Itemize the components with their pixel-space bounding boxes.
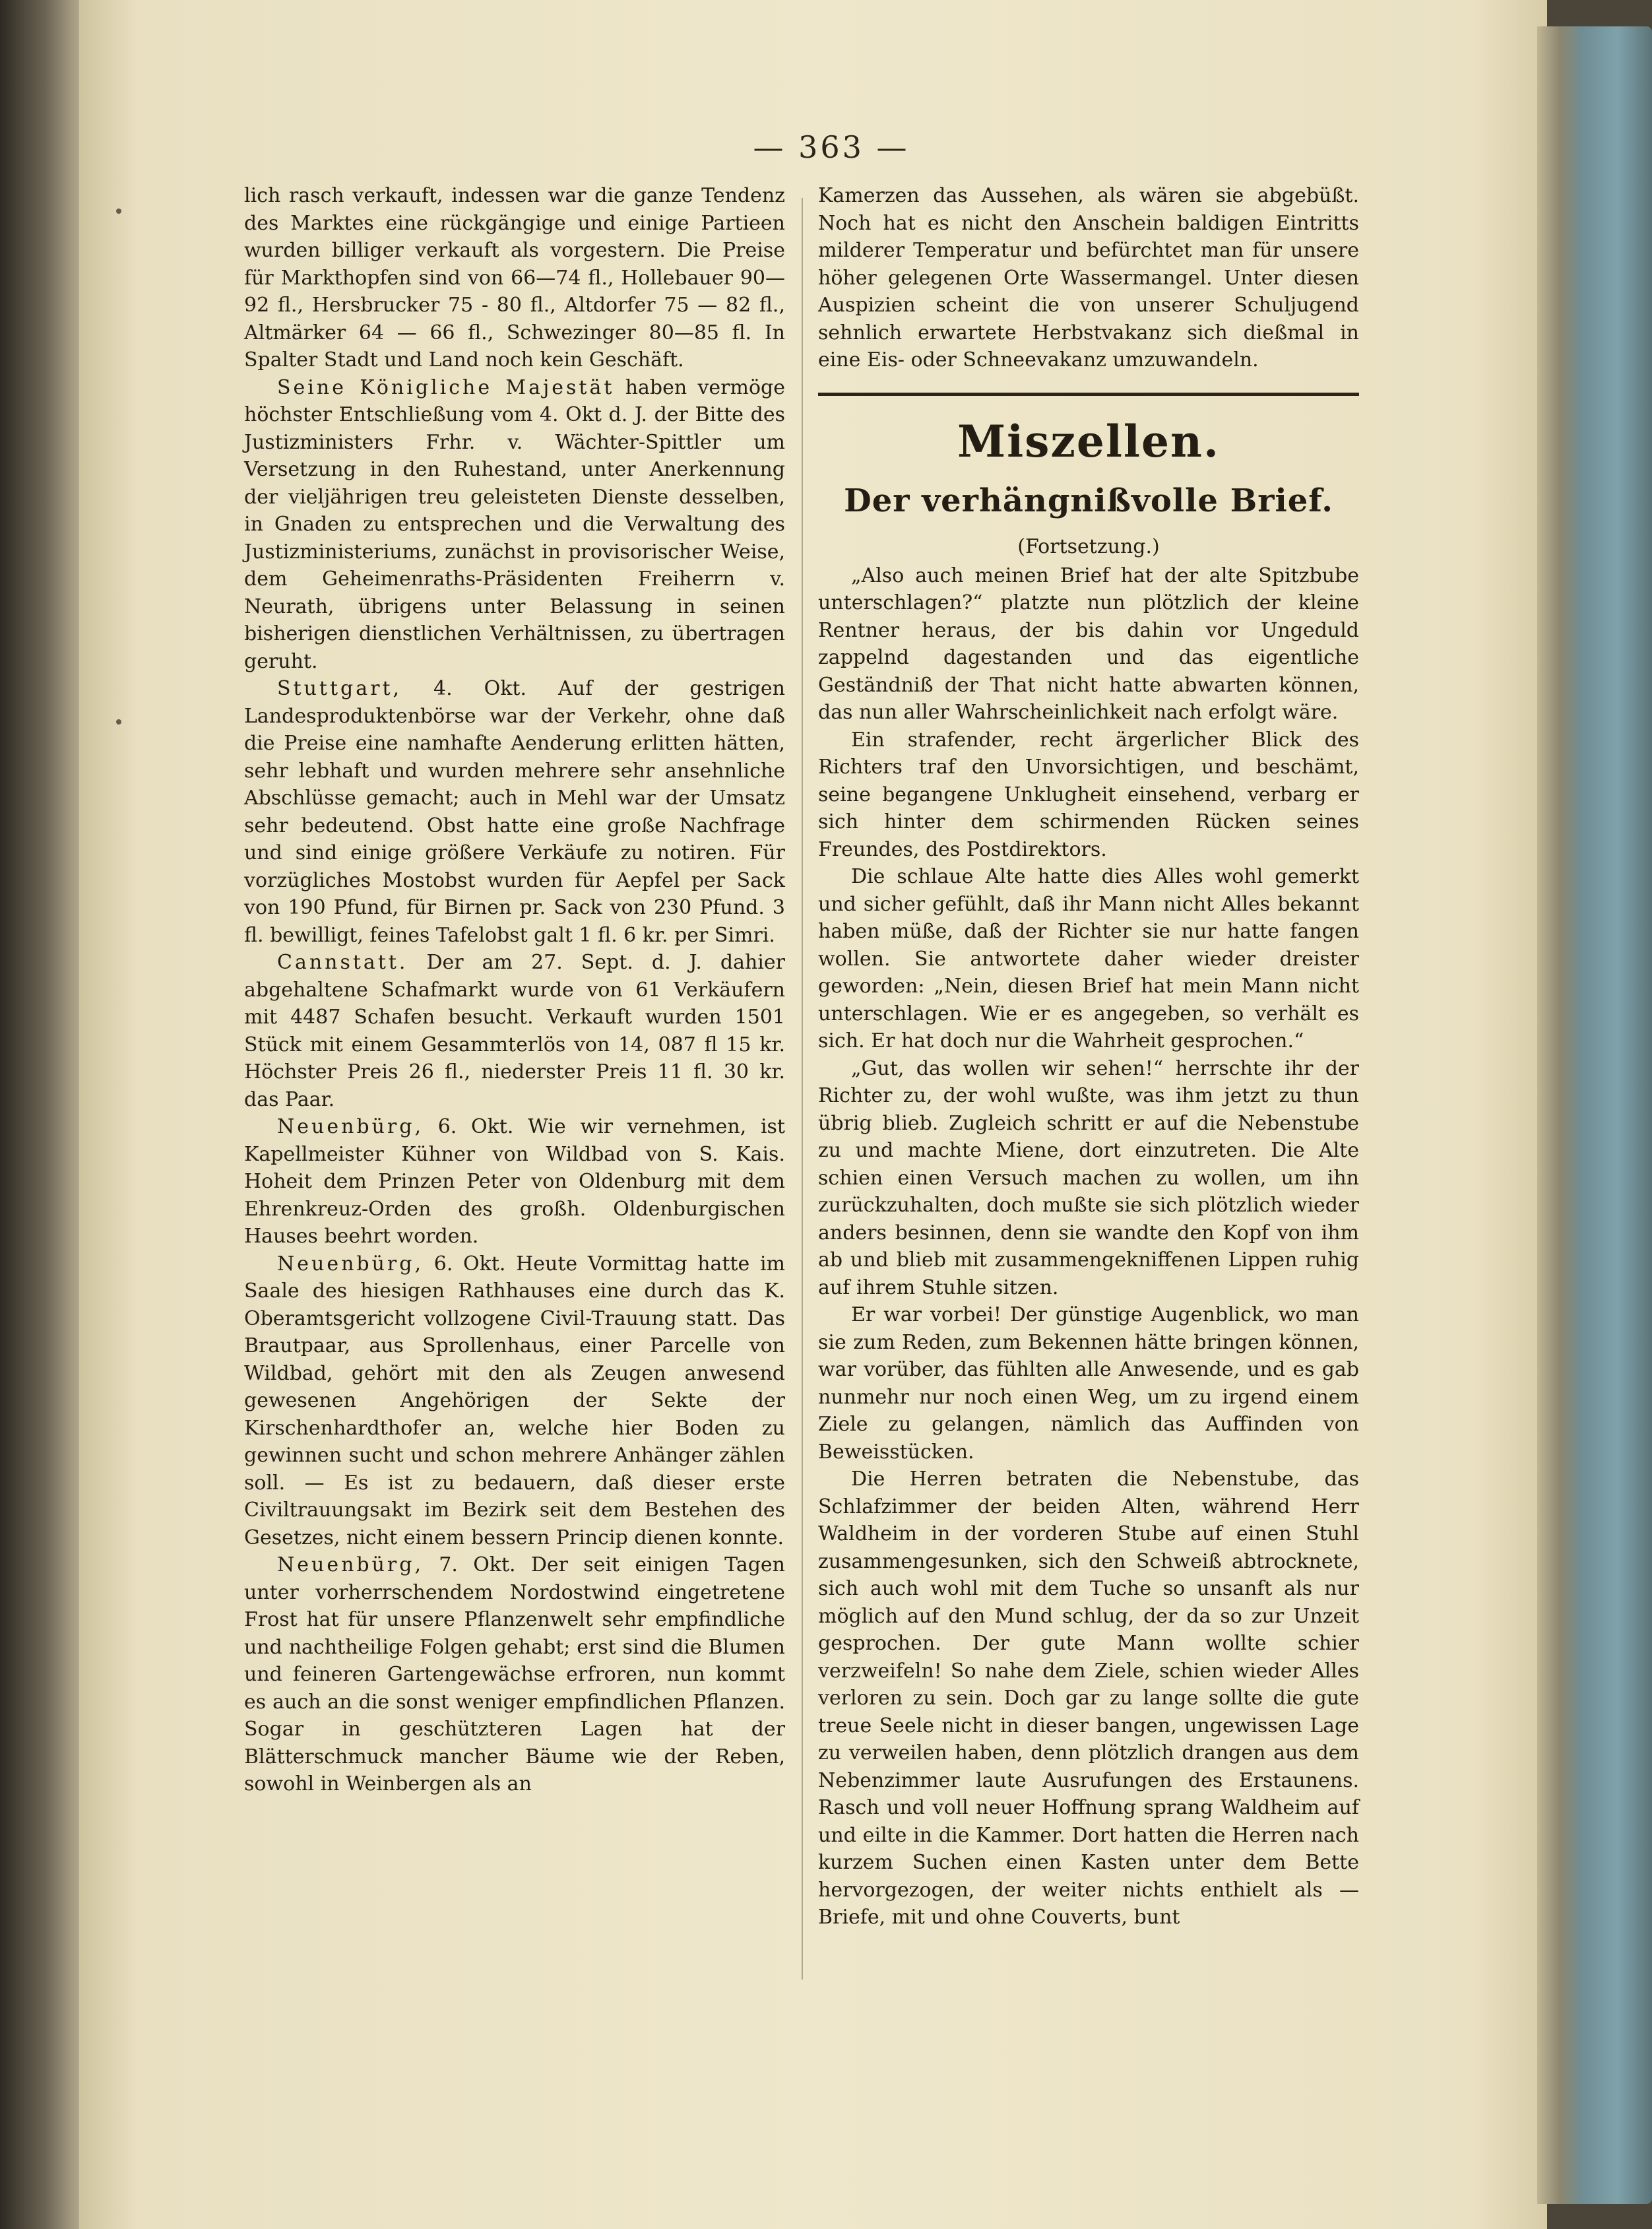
news-paragraph: Kamerzen das Aussehen, als wären sie abgebüßt. Noch hat es nicht den Anschein baldigen Eintritts milderer Temperatur und befürchtet man für unsere höher gelegenen Orte Wassermangel. Unter diesen Auspizien scheint die von unserer Schuljugend sehnlich erwartete Herbstvakanz sich dießmal in eine Eis- oder Schneevakanz umzuwandeln. bbox=[818, 184, 1359, 372]
story-paragraph: Ein strafender, recht ärgerlicher Blick des Richters traf den Unvorsichtigen, und beschämt, seine begangene Unklugheit einsehend, verbarg er sich hinter dem schirmenden Rücken seines Freundes, des Postdirektors. bbox=[818, 728, 1359, 861]
book-edge bbox=[1537, 26, 1652, 2204]
paragraph-lead: Stuttgart, bbox=[277, 677, 402, 700]
continuation-note: (Fortsetzung.) bbox=[1017, 534, 1160, 558]
story-title: Der verhängnißvolle Brief. bbox=[844, 482, 1333, 519]
news-paragraph: lich rasch verkauft, indessen war die ganze Tendenz des Marktes eine rückgängige und einige Partieen wurden billiger verkauft als vorgestern. Die Preise für Markthopfen sind von 66—74 fl., Hollebauer 90—92 fl., Hersbrucker 75 - 80 fl., Altdorfer 75 — 82 fl., Altmärker 64 — 66 fl., Schwezinger 80—85 fl. In Spalter Stadt und Land noch kein Geschäft. bbox=[244, 184, 785, 372]
page-number: — 363 — bbox=[753, 129, 910, 165]
right-column bbox=[818, 182, 1359, 1931]
news-paragraph: Stuttgart, 4. Okt. Auf der gestrigen Landesproduktenbörse war der Verkehr, ohne daß die Preise eine namhafte Aenderung erlitten hätten, sehr lebhaft und wurden mehrere sehr ansehnliche Abschlüsse gemacht; auch in Mehl war der Umsatz sehr bedeutend. Obst hatte eine große Nachfrage und sind einige größere Verkäufe zu notiren. Für vorzügliches Mostobst wurden für Aepfel per Sack von 190 Pfund, für Birnen pr. Sack von 230 Pfund. 3 fl. bewilligt, feines Tafelobst galt 1 fl. 6 kr. per Simri. bbox=[244, 677, 785, 947]
column-divider bbox=[802, 198, 803, 1980]
news-paragraph: Neuenbürg, 6. Okt. Wie wir vernehmen, ist Kapellmeister Kühner von Wildbad von S. Kais. Hoheit dem Prinzen Peter von Oldenburg mit dem Ehrenkreuz-Orden des großh. Oldenburgischen Hauses beehrt worden. bbox=[244, 1115, 785, 1248]
section-rule bbox=[818, 393, 1359, 396]
story-paragraph: „Also auch meinen Brief hat der alte Spitzbube unterschlagen?“ platzte nun plötzlich der kleine Rentner heraus, der bis dahin vor Ungeduld zappelnd dagestanden und das eigentliche Geständniß der That nicht hatte abwarten können, das nun aller Wahrscheinlichkeit nach erfolgt wäre. bbox=[818, 564, 1359, 724]
pencil-mark bbox=[116, 719, 121, 725]
paragraph-lead: Seine Königliche Majestät bbox=[277, 375, 615, 399]
paragraph-lead: Neuenbürg, bbox=[277, 1553, 424, 1576]
left-column bbox=[244, 182, 785, 1798]
story-paragraph: „Gut, das wollen wir sehen!“ herrschte ihr der Richter zu, der wohl wußte, was ihm jetzt zu thun übrig blieb. Zugleich schritt er auf die Nebenstube zu und machte Miene, dort einzutreten. Die Alte schien einen Versuch machen zu wollen, um ihn zurückzuhalten, doch mußte sie sich plötzlich wieder anders besinnen, denn sie wandte den Kopf von ihm ab und blieb mit zusammengekniffenen Lippen ruhig auf ihrem Stuhle sitzen. bbox=[818, 1056, 1359, 1299]
story-paragraph: Er war vorbei! Der günstige Augenblick, wo man sie zum Reden, zum Bekennen hätte bringen können, war vorüber, das fühlten alle Anwesende, und es gab nunmehr nur noch einen Weg, um zu irgend einem Ziele zu gelangen, nämlich das Auffinden von Beweisstücken. bbox=[818, 1303, 1359, 1464]
section-title: Miszellen. bbox=[957, 415, 1220, 467]
story-paragraph: Die schlaue Alte hatte dies Alles wohl gemerkt und sicher gefühlt, daß ihr Mann nicht Alles bekannt haben müße, daß der Richter sie nur hatte fangen wollen. Sie antwortete daher wieder dreister geworden: „Nein, diesen Brief hat mein Mann nicht unterschlagen. Wie er es angegeben, so verhält es sich. Er hat doch nur die Wahrheit gesprochen.“ bbox=[818, 865, 1359, 1052]
news-paragraph: Neuenbürg, 6. Okt. Heute Vormittag hatte im Saale des hiesigen Rathhauses eine durch das K. Oberamtsgericht vollzogene Civil-Trauung statt. Das Brautpaar, aus Sprollenhaus, einer Parcelle von Wildbad, gehört mit den als Zeugen anwesend gewesenen Angehörigen der Sekte der Kirschenhardthofer an, welche hier Boden zu gewinnen sucht und schon mehrere Anhänger zählen soll. — Es ist zu bedauern, daß dieser erste Civiltrauungsakt im Bezirk seit dem Bestehen des Gesetzes, nicht einem bessern Princip dienen konnte. bbox=[244, 1252, 785, 1549]
paragraph-lead: Neuenbürg, bbox=[277, 1115, 424, 1138]
story-paragraph: Die Herren betraten die Nebenstube, das Schlafzimmer der beiden Alten, während Herr Waldheim in der vorderen Stube auf einen Stuhl zusammengesunken, sich den Schweiß abtrocknete, sich auch wohl mit dem Tuche so unsanft als nur möglich auf den Mund schlug, der da so zur Unzeit gesprochen. Der gute Mann wollte schier verzweifeln! So nahe dem Ziele, schien wieder Alles verloren zu sein. Doch gar zu lange sollte die gute treue Seele nicht in dieser bangen, ungewissen Lage zu verweilen haben, denn plötzlich drangen aus dem Nebenzimmer laute Ausrufungen des Erstaunens. Rasch und voll neuer Hoffnung sprang Waldheim auf und eilte in die Kammer. Dort hatten die Herren nach kurzem Suchen einen Kasten unter dem Bette hervorgezogen, der weiter nichts enthielt als — Briefe, mit und ohne Couverts, bunt bbox=[818, 1468, 1359, 1929]
news-paragraph: Neuenbürg, 7. Okt. Der seit einigen Tagen unter vorherrschendem Nordostwind eingetretene Frost hat für unsere Pflanzenwelt sehr empfindliche und nachtheilige Folgen gehabt; erst sind die Blumen und feineren Gartengewächse erfroren, nun kommt es auch an die sonst weniger empfindlichen Pflanzen. Sogar in geschützteren Lagen hat der Blätterschmuck mancher Bäume wie der Reben, sowohl in Weinbergen als an bbox=[244, 1553, 785, 1795]
news-paragraph: Seine Königliche Majestät haben vermöge höchster Entschließung vom 4. Okt d. J. der Bitte des Justizministers Frhr. v. Wächter-Spittler um Versetzung in den Ruhestand, unter Anerkennung der vieljährigen treu geleisteten Dienste desselben, in Gnaden zu entsprechen und die Verwaltung des Justizministeriums, zunächst in provisorischer Weise, dem Geheimenraths-Präsidenten Freiherrn v. Neurath, übrigens unter Belassung in seinen bisherigen dienstlichen Verhältnissen, zu übertragen geruht. bbox=[244, 375, 785, 673]
paragraph-lead: Neuenbürg, bbox=[277, 1252, 424, 1276]
news-paragraph: Cannstatt. Der am 27. Sept. d. J. dahier abgehaltene Schafmarkt wurde von 61 Verkäufern mit 4487 Schafen besucht. Verkauft wurden 1501 Stück mit einem Gesammterlös von 14, 087 fl 15 kr. Höchster Preis 26 fl., niederster Preis 11 fl. 30 kr. das Paar. bbox=[244, 951, 785, 1111]
paragraph-lead: Cannstatt. bbox=[277, 951, 408, 974]
pencil-mark bbox=[116, 209, 121, 214]
